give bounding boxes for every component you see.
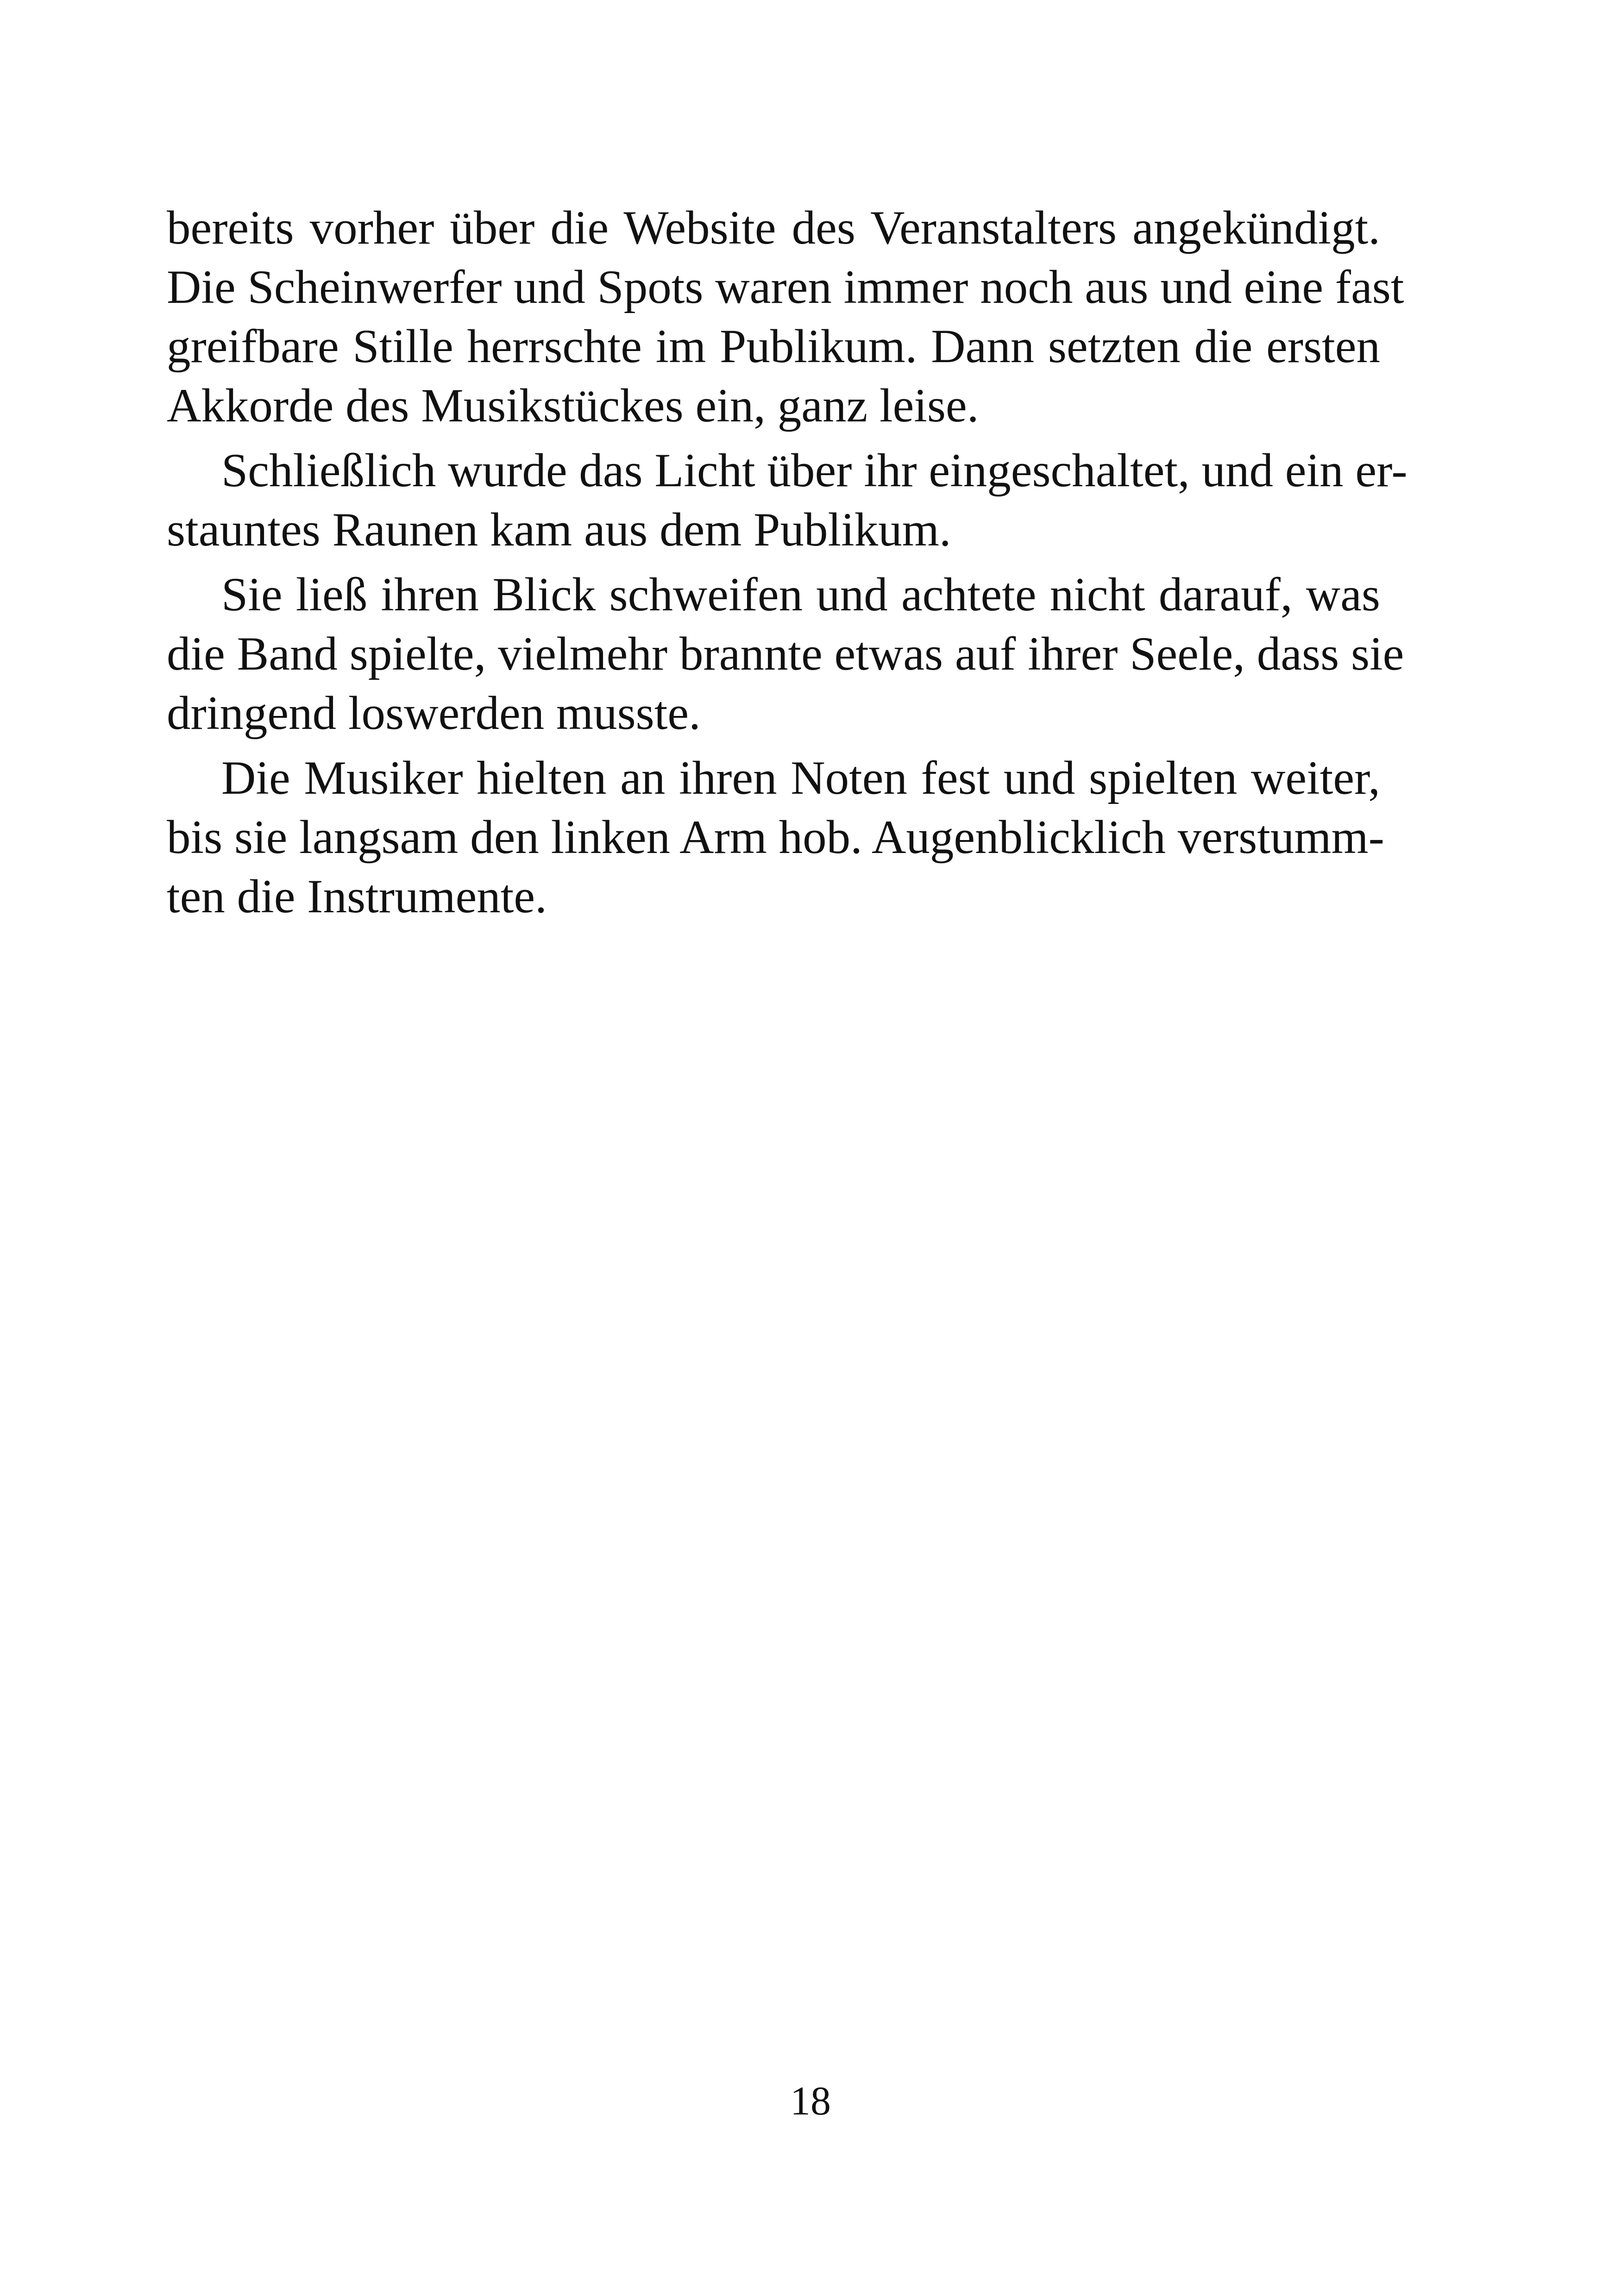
text-line: dringend loswerden musste. bbox=[167, 687, 701, 740]
paragraph bbox=[167, 748, 1384, 926]
paragraph bbox=[167, 198, 1404, 435]
paragraph bbox=[167, 441, 1407, 559]
text-line: bereits vorher über die Website des Veranstalters angekündigt. bbox=[167, 201, 1380, 254]
text-line: Schließlich wurde das Licht über ihr eingeschaltet, und ein er- bbox=[221, 444, 1407, 497]
text-line: stauntes Raunen kam aus dem Publikum. bbox=[167, 503, 951, 556]
text-line: ten die Instrumente. bbox=[167, 870, 547, 923]
paragraph bbox=[167, 565, 1404, 743]
text-line: Sie ließ ihren Blick schweifen und achtete nicht darauf, was bbox=[221, 568, 1380, 621]
paragraph-spacing bbox=[167, 559, 1380, 565]
text-line: bis sie langsam den linken Arm hob. Augenblicklich verstumm- bbox=[167, 811, 1384, 864]
text-line: die Band spielte, vielmehr brannte etwas auf ihrer Seele, dass sie bbox=[167, 627, 1404, 680]
text-line: Die Scheinwerfer und Spots waren immer noch aus und eine fast bbox=[167, 261, 1404, 314]
text-line: Akkorde des Musikstückes ein, ganz leise. bbox=[167, 379, 979, 432]
body-text bbox=[167, 198, 1407, 926]
text-line: greifbare Stille herrschte im Publikum. Dann setzten die ersten bbox=[167, 320, 1380, 373]
paragraph-spacing bbox=[167, 743, 1380, 748]
page-number: 18 bbox=[790, 2079, 831, 2124]
text-line: Die Musiker hielten an ihren Noten fest und spielten weiter, bbox=[221, 752, 1380, 804]
paragraph-spacing bbox=[167, 435, 1380, 441]
